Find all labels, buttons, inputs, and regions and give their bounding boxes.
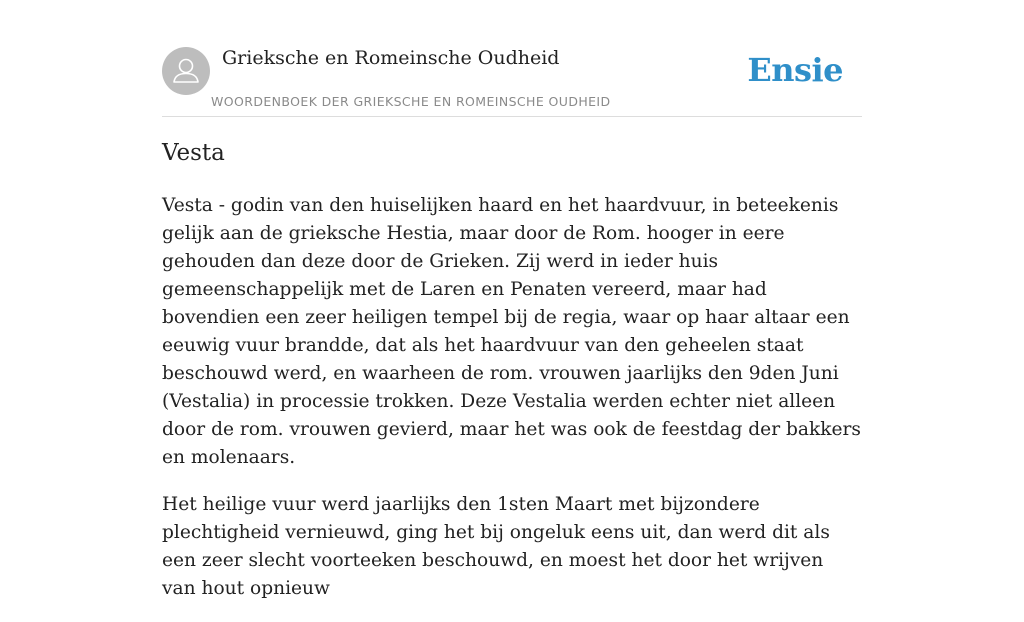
source-subtitle: WOORDENBOEK DER GRIEKSCHE EN ROMEINSCHE OUDHEID [211,94,611,109]
brand-logo-link[interactable]: Ensie [747,51,843,89]
source-title-link[interactable]: Grieksche en Romeinsche Oudheid [222,47,560,69]
entry-content [162,192,862,622]
source-avatar[interactable] [162,47,210,95]
user-icon [162,47,210,95]
entry-paragraph: Het heilige vuur werd jaarlijks den 1sten Maart met bijzondere plechtigheid vernieuwd, ging het bij ongeluk eens uit, dan werd dit als een zeer slecht voorteeken beschouwd, en moest het door het wrijven van hout opnieuw [162,494,830,599]
entry-title: Vesta [162,140,225,166]
source-header [162,46,862,117]
entry-paragraph: Vesta - godin van den huiselijken haard en het haardvuur, in beteekenis gelijk aan de grieksche Hestia, maar door de Rom. hooger in eere gehouden dan deze door de Grieken. Zij werd in ieder huis gemeenschappelijk met de Laren en Penaten vereerd, maar had bovendien een zeer heiligen tempel bij de regia, waar op haar altaar een eeuwig vuur brandde, dat als het haardvuur van den geheelen staat beschouwd werd, en waarheen de rom. vrouwen jaarlijks den 9den Juni (Vestalia) in processie trokken. Deze Vestalia werden echter niet alleen door de rom. vrouwen gevierd, maar het was ook de feestdag der bakkers en molenaars. [162,195,861,468]
